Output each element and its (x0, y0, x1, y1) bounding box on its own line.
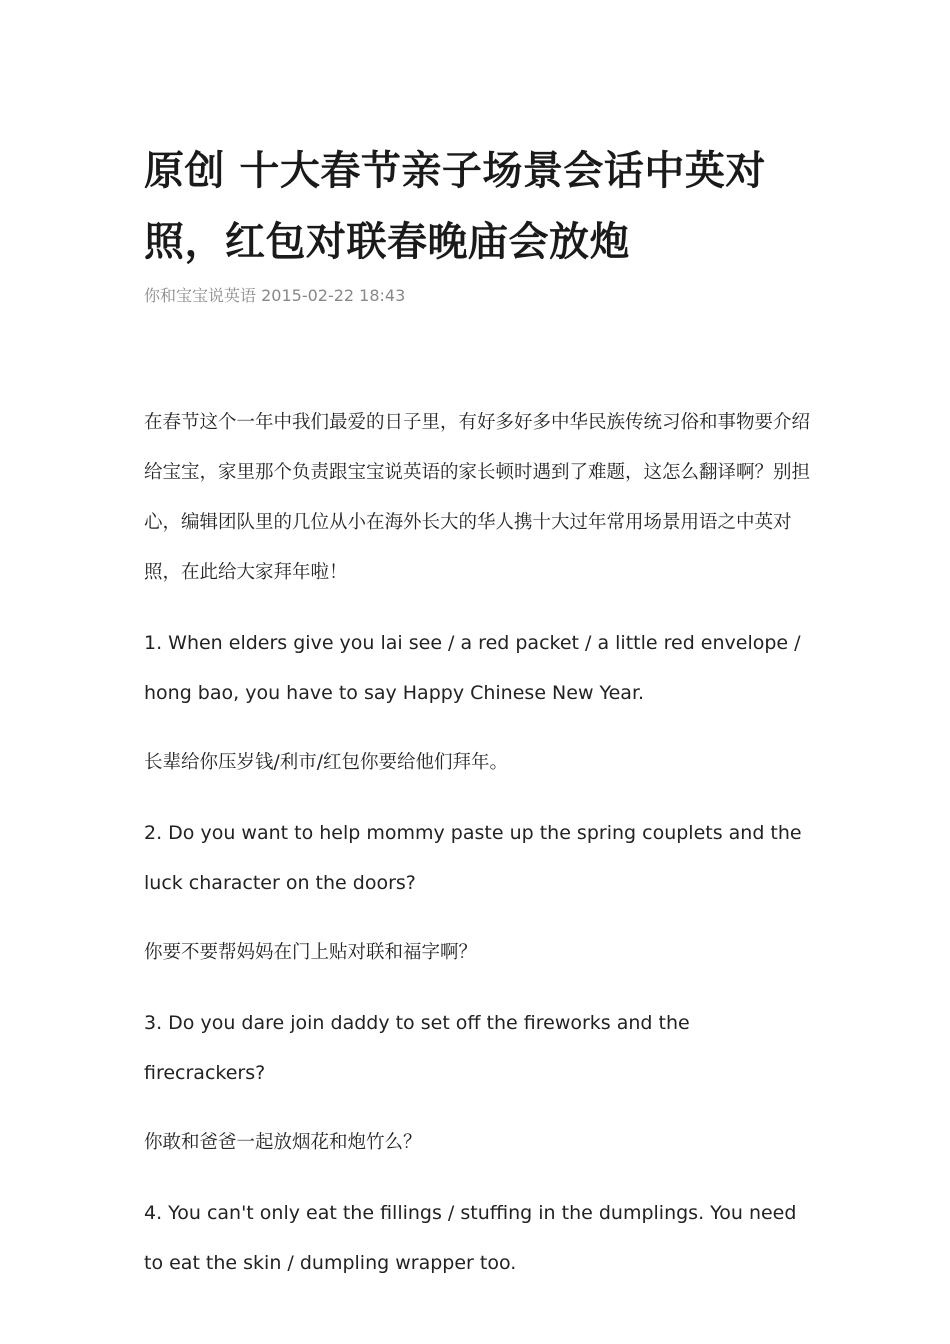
article-title: 原创 十大春节亲子场景会话中英对照，红包对联春晚庙会放炮 (144, 148, 766, 265)
intro-paragraph: 在春节这个一年中我们最爱的日子里，有好多好多中华民族传统习俗和事物要介绍给宝宝，家里那个负责跟宝宝说英语的家长顿时遇到了难题，这怎么翻译啊？别担心，编辑团队里的几位从小在海外长大的华人携十大过年常用场景用语之中英对照，在此给大家拜年啦！ (144, 412, 811, 583)
phrase-2-english: 2. Do you want to help mommy paste up the spring couplets and the luck character on the doors? (144, 822, 802, 894)
phrase-3-chinese: 你敢和爸爸一起放烟花和炮竹么？ (144, 1132, 422, 1153)
phrase-1-english: 1. When elders give you lai see / a red packet / a little red envelope / hong bao, you have to say Happy Chinese New Year. (144, 632, 801, 704)
phrase-1-chinese: 长辈给你压岁钱/利市/红包你要给他们拜年。 (144, 752, 508, 773)
phrase-4-english: 4. You can't only eat the fillings / stuffing in the dumplings. You need to eat the skin / dumpling wrapper too. (144, 1202, 797, 1274)
article-meta (144, 284, 810, 308)
phrase-2-chinese: 你要不要帮妈妈在门上贴对联和福字啊？ (144, 942, 478, 963)
publish-datetime: 2015-02-22 18:43 (261, 286, 406, 305)
phrase-3-english: 3. Do you dare join daddy to set off the fireworks and the firecrackers? (144, 1012, 690, 1084)
article (144, 136, 810, 1308)
article-body (144, 398, 810, 1288)
author-name[interactable]: 你和宝宝说英语 (144, 286, 257, 305)
